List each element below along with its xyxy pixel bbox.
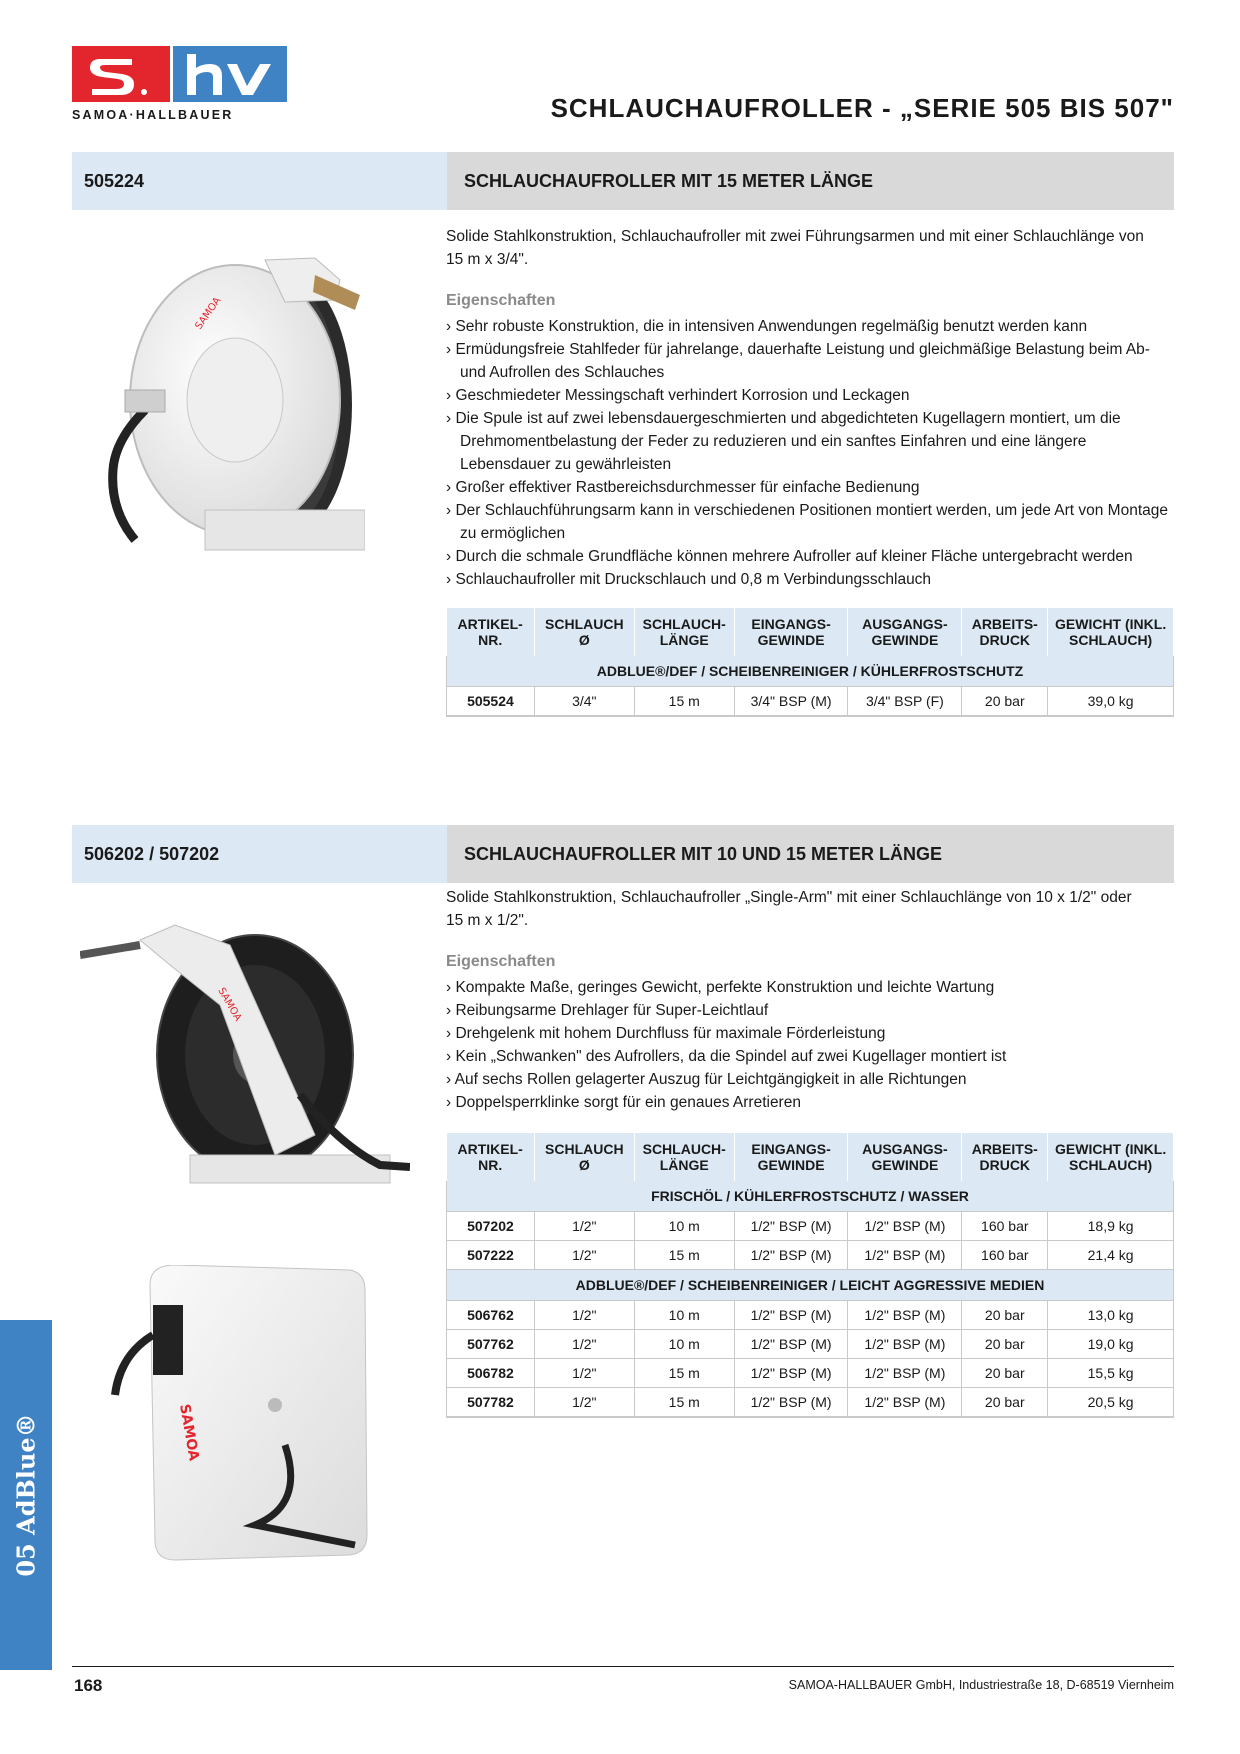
cell-hose-diameter: 1/2" xyxy=(534,1212,634,1241)
section-number: 505224 xyxy=(72,152,447,210)
table-header-row xyxy=(447,608,1174,656)
properties-heading: Eigenschaften xyxy=(446,292,556,309)
list-item: › Doppelsperrklinke sorgt für ein genaues Arretieren xyxy=(446,1091,1176,1114)
col-header-hose-length: SCHLAUCH- LÄNGE xyxy=(634,1133,734,1181)
cell-hose-length: 10 m xyxy=(634,1301,734,1330)
cell-working-pressure: 20 bar xyxy=(962,1330,1048,1359)
cell-hose-diameter: 1/2" xyxy=(534,1301,634,1330)
cell-hose-diameter: 3/4" xyxy=(534,687,634,717)
col-header-inlet-thread: EINGANGS- GEWINDE xyxy=(734,1133,848,1181)
list-item: › Kein „Schwanken" des Aufrollers, da die Spindel auf zwei Kugellager montiert ist xyxy=(446,1045,1176,1068)
cell-article-no: 506782 xyxy=(447,1359,535,1388)
page-title: SCHLAUCHAUFROLLER - „SERIE 505 BIS 507" xyxy=(550,93,1174,123)
cell-working-pressure: 20 bar xyxy=(962,687,1048,717)
section-description: Solide Stahlkonstruktion, Schlauchaufroller „Single-Arm" mit einer Schlauchlänge von 10 x 1/2" oder 15 m x 1/2". xyxy=(446,889,1132,929)
table-row xyxy=(447,1301,1174,1330)
table-group-row xyxy=(447,1181,1174,1212)
list-item: › Ermüdungsfreie Stahlfeder für jahrelange, dauerhafte Leistung und gleichmäßige Belastung beim Ab- und Aufrollen des Schlauches xyxy=(446,338,1176,384)
group-label: FRISCHÖL / KÜHLERFROSTSCHUTZ / WASSER xyxy=(447,1181,1174,1212)
cell-inlet-thread: 1/2" BSP (M) xyxy=(734,1241,848,1270)
cell-article-no: 507202 xyxy=(447,1212,535,1241)
cell-hose-length: 15 m xyxy=(634,1388,734,1418)
cell-inlet-thread: 1/2" BSP (M) xyxy=(734,1330,848,1359)
cell-weight: 21,4 kg xyxy=(1048,1241,1174,1270)
cell-working-pressure: 160 bar xyxy=(962,1241,1048,1270)
table-row xyxy=(447,1241,1174,1270)
list-item: › Schlauchaufroller mit Druckschlauch und 0,8 m Verbindungsschlauch xyxy=(446,568,1176,591)
group-label: ADBLUE®/DEF / SCHEIBENREINIGER / KÜHLERFROSTSCHUTZ xyxy=(447,656,1174,687)
cell-weight: 13,0 kg xyxy=(1048,1301,1174,1330)
list-item: › Reibungsarme Drehlager für Super-Leichtlauf xyxy=(446,999,1176,1022)
list-item: › Der Schlauchführungsarm kann in verschiedenen Positionen montiert werden, um jede Art von Montage zu ermöglichen xyxy=(446,499,1176,545)
cell-outlet-thread: 1/2" BSP (M) xyxy=(848,1212,962,1241)
cell-inlet-thread: 3/4" BSP (M) xyxy=(734,687,848,717)
cell-outlet-thread: 1/2" BSP (M) xyxy=(848,1359,962,1388)
hose-reel-single-arm-image xyxy=(80,905,410,1205)
list-item: › Sehr robuste Konstruktion, die in intensiven Anwendungen regelmäßig benutzt werden kann xyxy=(446,315,1176,338)
spec-table-1 xyxy=(446,608,1174,717)
cell-hose-length: 10 m xyxy=(634,1330,734,1359)
section-header-2 xyxy=(72,825,1174,883)
svg-text:SAMOA: SAMOA xyxy=(176,1402,202,1463)
cell-hose-diameter: 1/2" xyxy=(534,1330,634,1359)
table-row xyxy=(447,1212,1174,1241)
svg-text:SAMOA: SAMOA xyxy=(215,986,244,1024)
cell-hose-length: 10 m xyxy=(634,1212,734,1241)
cell-hose-length: 15 m xyxy=(634,687,734,717)
cell-article-no: 505524 xyxy=(447,687,535,717)
cell-hose-length: 15 m xyxy=(634,1241,734,1270)
cell-outlet-thread: 1/2" BSP (M) xyxy=(848,1388,962,1418)
footer-company-address: SAMOA-HALLBAUER GmbH, Industriestraße 18, D-68519 Viernheim xyxy=(788,1678,1174,1692)
cell-weight: 15,5 kg xyxy=(1048,1359,1174,1388)
table-row xyxy=(447,687,1174,717)
company-logo xyxy=(72,46,287,126)
col-header-hose-diameter: SCHLAUCH Ø xyxy=(534,608,634,656)
col-header-working-pressure: ARBEITS- DRUCK xyxy=(962,1133,1048,1181)
cell-working-pressure: 20 bar xyxy=(962,1301,1048,1330)
table-row xyxy=(447,1330,1174,1359)
cell-hose-diameter: 1/2" xyxy=(534,1359,634,1388)
col-header-hose-length: SCHLAUCH- LÄNGE xyxy=(634,608,734,656)
col-header-weight: GEWICHT (INKL. SCHLAUCH) xyxy=(1048,1133,1174,1181)
cell-weight: 19,0 kg xyxy=(1048,1330,1174,1359)
chapter-label: 05 AdBlue® xyxy=(11,1413,41,1577)
cell-inlet-thread: 1/2" BSP (M) xyxy=(734,1212,848,1241)
spec-table-2 xyxy=(446,1133,1174,1418)
chapter-side-tab xyxy=(0,1320,52,1670)
table-row xyxy=(447,1359,1174,1388)
cell-inlet-thread: 1/2" BSP (M) xyxy=(734,1301,848,1330)
cell-outlet-thread: 1/2" BSP (M) xyxy=(848,1301,962,1330)
cell-hose-diameter: 1/2" xyxy=(534,1388,634,1418)
list-item: › Auf sechs Rollen gelagerter Auszug für Leichtgängigkeit in alle Richtungen xyxy=(446,1068,1176,1091)
group-label: ADBLUE®/DEF / SCHEIBENREINIGER / LEICHT AGGRESSIVE MEDIEN xyxy=(447,1270,1174,1301)
table-group-row xyxy=(447,656,1174,687)
table-row xyxy=(447,1388,1174,1418)
properties-list xyxy=(446,976,1176,1114)
col-header-article-no: ARTIKEL- NR. xyxy=(447,1133,535,1181)
col-header-outlet-thread: AUSGANGS- GEWINDE xyxy=(848,1133,962,1181)
list-item: › Großer effektiver Rastbereichsdurchmesser für einfache Bedienung xyxy=(446,476,1176,499)
section-number: 506202 / 507202 xyxy=(72,825,447,883)
section-description: Solide Stahlkonstruktion, Schlauchaufroller mit zwei Führungsarmen und mit einer Schlauchlänge von 15 m x 3/4". xyxy=(446,228,1144,268)
hose-reel-enclosed-image xyxy=(105,1265,395,1565)
col-header-weight: GEWICHT (INKL. SCHLAUCH) xyxy=(1048,608,1174,656)
table-group-row xyxy=(447,1270,1174,1301)
samoa-hallbauer-logo-mark xyxy=(72,46,287,104)
cell-inlet-thread: 1/2" BSP (M) xyxy=(734,1388,848,1418)
cell-hose-diameter: 1/2" xyxy=(534,1241,634,1270)
section-header-1 xyxy=(72,152,1174,210)
list-item: › Geschmiedeter Messingschaft verhindert Korrosion und Leckagen xyxy=(446,384,1176,407)
cell-article-no: 507222 xyxy=(447,1241,535,1270)
cell-article-no: 507762 xyxy=(447,1330,535,1359)
cell-weight: 39,0 kg xyxy=(1048,687,1174,717)
col-header-hose-diameter: SCHLAUCH Ø xyxy=(534,1133,634,1181)
list-item: › Drehgelenk mit hohem Durchfluss für maximale Förderleistung xyxy=(446,1022,1176,1045)
page-number: 168 xyxy=(74,1676,103,1695)
cell-weight: 20,5 kg xyxy=(1048,1388,1174,1418)
col-header-article-no: ARTIKEL- NR. xyxy=(447,608,535,656)
col-header-working-pressure: ARBEITS- DRUCK xyxy=(962,608,1048,656)
properties-heading: Eigenschaften xyxy=(446,953,556,970)
cell-outlet-thread: 3/4" BSP (F) xyxy=(848,687,962,717)
cell-outlet-thread: 1/2" BSP (M) xyxy=(848,1241,962,1270)
cell-working-pressure: 20 bar xyxy=(962,1388,1048,1418)
cell-hose-length: 15 m xyxy=(634,1359,734,1388)
cell-working-pressure: 20 bar xyxy=(962,1359,1048,1388)
properties-list xyxy=(446,315,1176,591)
svg-text:SAMOA: SAMOA xyxy=(193,295,224,332)
cell-article-no: 506762 xyxy=(447,1301,535,1330)
list-item: › Die Spule ist auf zwei lebensdauergeschmierten und abgedichteten Kugellagern montiert, um die Drehmomentbelastung der Feder zu reduzieren und ein sanftes Einfahren und eine längere Lebensdauer zu gewährleisten xyxy=(446,407,1176,476)
list-item: › Kompakte Maße, geringes Gewicht, perfekte Konstruktion und leichte Wartung xyxy=(446,976,1176,999)
col-header-inlet-thread: EINGANGS- GEWINDE xyxy=(734,608,848,656)
cell-working-pressure: 160 bar xyxy=(962,1212,1048,1241)
col-header-outlet-thread: AUSGANGS- GEWINDE xyxy=(848,608,962,656)
list-item: › Durch die schmale Grundfläche können mehrere Aufroller auf kleiner Fläche untergebracht werden xyxy=(446,545,1176,568)
cell-inlet-thread: 1/2" BSP (M) xyxy=(734,1359,848,1388)
section-title: SCHLAUCHAUFROLLER MIT 10 UND 15 METER LÄNGE xyxy=(464,844,943,864)
cell-weight: 18,9 kg xyxy=(1048,1212,1174,1241)
brand-name: SAMOA·HALLBAUER xyxy=(72,108,234,122)
section-title: SCHLAUCHAUFROLLER MIT 15 METER LÄNGE xyxy=(464,171,873,191)
footer-divider xyxy=(72,1666,1174,1667)
cell-outlet-thread: 1/2" BSP (M) xyxy=(848,1330,962,1359)
table-header-row xyxy=(447,1133,1174,1181)
cell-article-no: 507782 xyxy=(447,1388,535,1418)
hose-reel-505224-image xyxy=(85,240,365,570)
